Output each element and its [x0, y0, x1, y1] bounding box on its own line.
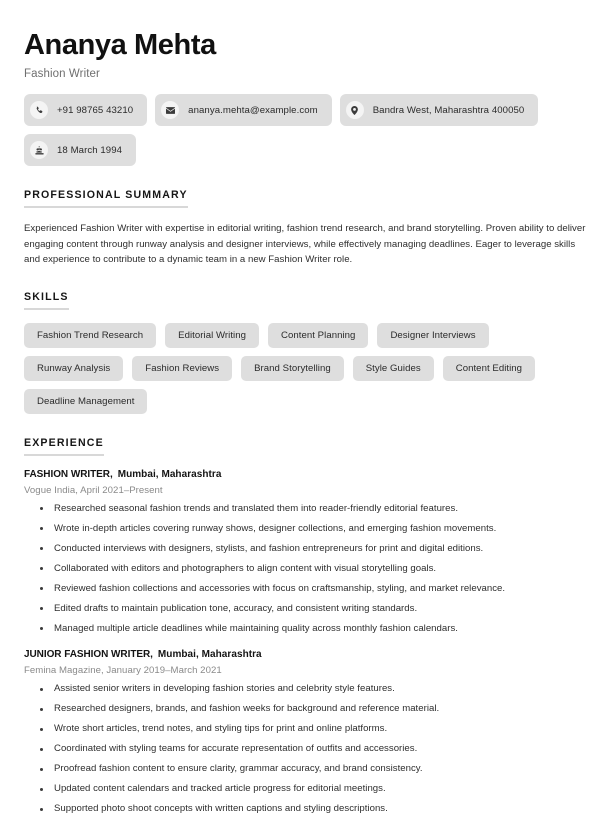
section-skills — [24, 287, 588, 414]
phone-icon — [30, 101, 48, 119]
job-meta: Vogue India, April 2021–Present — [24, 484, 163, 496]
section-professional-summary — [24, 185, 588, 268]
job-bullet: Edited drafts to maintain publication tone, accuracy, and consistent writing standards. — [24, 603, 588, 615]
skill-chip: Style Guides — [353, 356, 434, 381]
job-bullet-list — [24, 683, 588, 815]
job-bullet: Proofread fashion content to ensure clarity, grammar accuracy, and brand consistency. — [24, 763, 588, 775]
job-bullet: Researched seasonal fashion trends and translated them into reader-friendly editorial features. — [24, 503, 588, 515]
section-experience — [24, 433, 588, 815]
contact-phone-text: +91 98765 43210 — [57, 104, 134, 116]
job-bullet: Coordinated with styling teams for accurate representation of outfits and accessories. — [24, 743, 588, 755]
contact-chip-row-second — [24, 134, 588, 166]
contact-email-text: ananya.mehta@example.com — [188, 104, 318, 116]
contact-chip-phone[interactable] — [24, 94, 147, 126]
skill-chip: Fashion Reviews — [132, 356, 232, 381]
job-bullet: Supported photo shoot concepts with written captions and styling descriptions. — [24, 803, 588, 815]
skill-chip: Content Editing — [443, 356, 535, 381]
job-location: Mumbai, Maharashtra — [157, 649, 262, 661]
job-bullet: Wrote short articles, trend notes, and styling tips for print and online platforms. — [24, 723, 588, 735]
section-title-skills: SKILLS — [24, 291, 69, 310]
section-title-experience: EXPERIENCE — [24, 437, 104, 456]
skill-chip: Deadline Management — [24, 389, 147, 414]
skill-chip: Fashion Trend Research — [24, 323, 156, 348]
page-title: Ananya Mehta — [24, 29, 216, 61]
job-meta: Femina Magazine, January 2019–March 2021 — [24, 665, 222, 677]
skill-chip: Editorial Writing — [165, 323, 259, 348]
job-bullet: Conducted interviews with designers, stylists, and fashion entrepreneurs for print and digital editions. — [24, 543, 588, 555]
skill-chip: Designer Interviews — [377, 323, 488, 348]
job-bullet-list — [24, 503, 588, 635]
job-heading — [24, 649, 588, 660]
contact-chip-location[interactable] — [340, 94, 539, 126]
job-location: Mumbai, Maharashtra — [117, 468, 222, 480]
section-title-summary: PROFESSIONAL SUMMARY — [24, 189, 188, 208]
job-bullet: Managed multiple article deadlines while maintaining quality across monthly fashion calendars. — [24, 623, 588, 635]
skills-list — [24, 323, 580, 414]
job-bullet: Updated content calendars and tracked article progress for editorial meetings. — [24, 783, 588, 795]
skill-chip: Brand Storytelling — [241, 356, 344, 381]
contact-chip-birthdate[interactable] — [24, 134, 136, 166]
location-pin-icon — [346, 101, 364, 119]
email-icon — [161, 101, 179, 119]
job-role: JUNIOR FASHION WRITER, — [24, 649, 153, 661]
contact-location-text: Bandra West, Maharashtra 400050 — [372, 104, 525, 116]
experience-entry — [24, 649, 588, 815]
job-role: FASHION WRITER, — [24, 468, 113, 480]
skill-chip: Runway Analysis — [24, 356, 123, 381]
job-bullet: Assisted senior writers in developing fashion stories and celebrity style features. — [24, 683, 588, 695]
job-bullet: Wrote in-depth articles covering runway shows, designer collections, and emerging fashion movements. — [24, 523, 588, 535]
job-bullet: Researched designers, brands, and fashion weeks for background and reference material. — [24, 703, 588, 715]
resume-header — [24, 30, 588, 166]
experience-entry — [24, 469, 588, 635]
job-bullet: Reviewed fashion collections and accessories with focus on craftsmanship, styling, and market relevance. — [24, 583, 588, 595]
summary-text: Experienced Fashion Writer with expertise in editorial writing, fashion trend research, and brand storytelling. Proven ability to deliver engaging content through runway analysis and designer interviews, while effectively managing deadlines. Eager to leverage skills and experience to contribute to a dynamic team in a new Fashion Writer role. — [24, 223, 586, 266]
contact-chip-email[interactable] — [155, 94, 332, 126]
contact-birthdate-text: 18 March 1994 — [57, 144, 123, 156]
contact-chip-row — [24, 94, 588, 126]
birthday-cake-icon — [30, 141, 48, 159]
skill-chip: Content Planning — [268, 323, 368, 348]
header-subtitle: Fashion Writer — [24, 68, 100, 81]
job-heading — [24, 469, 588, 480]
job-bullet: Collaborated with editors and photographers to align content with visual storytelling goals. — [24, 563, 588, 575]
